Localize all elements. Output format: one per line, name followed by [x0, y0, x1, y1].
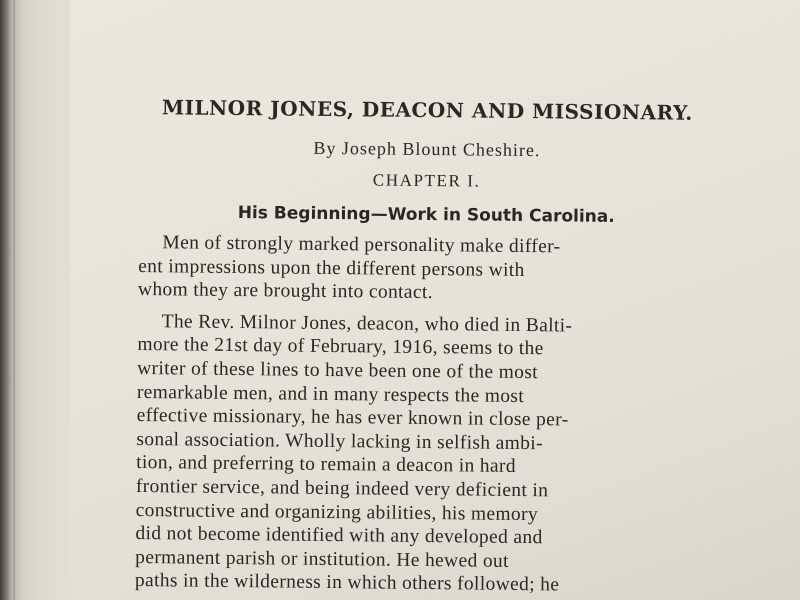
text-line: paths in the wilderness in which others followed; he [134, 570, 560, 596]
article-title: MILNOR JONES, DEACON AND MISSIONARY. [161, 95, 693, 125]
chapter-subtitle: His Beginning—Work in South Carolina. [237, 203, 615, 227]
text-line: did not become identified with any developed and [135, 523, 543, 549]
text-line: writer of these lines to have been one of the most [137, 357, 539, 384]
text-line: The Rev. Milnor Jones, deacon, who died in Balti- [161, 311, 573, 337]
author-byline: By Joseph Blount Cheshire. [313, 137, 541, 161]
text-line: Men of strongly marked personality make differ- [162, 232, 561, 258]
chapter-heading: CHAPTER I. [372, 170, 481, 191]
text-line: frontier service, and being indeed very deficient in [135, 475, 549, 502]
paragraph-2 [135, 310, 713, 599]
paragraph-1 [138, 231, 714, 308]
text-line: ent impressions upon the different persons with [138, 255, 525, 281]
text-line: remarkable men, and in many respects the most [136, 381, 525, 407]
text-line: tion, and preferring to remain a deacon in hard [136, 452, 517, 478]
book-spine-edge [13, 0, 15, 600]
text-line: permanent parish or institution. He hewed out [135, 546, 509, 572]
book-spine-shadow [0, 0, 70, 600]
text-line: whom they are brought into contact. [137, 279, 433, 304]
text-line: sonal association. Wholly lacking in selfish ambi- [136, 428, 544, 454]
text-line: constructive and organizing abilities, his memory [135, 499, 539, 525]
page-text [135, 95, 715, 599]
text-line: effective missionary, he has ever known in close per- [136, 405, 569, 431]
text-line: more the 21st day of February, 1916, seems to the [137, 334, 544, 360]
